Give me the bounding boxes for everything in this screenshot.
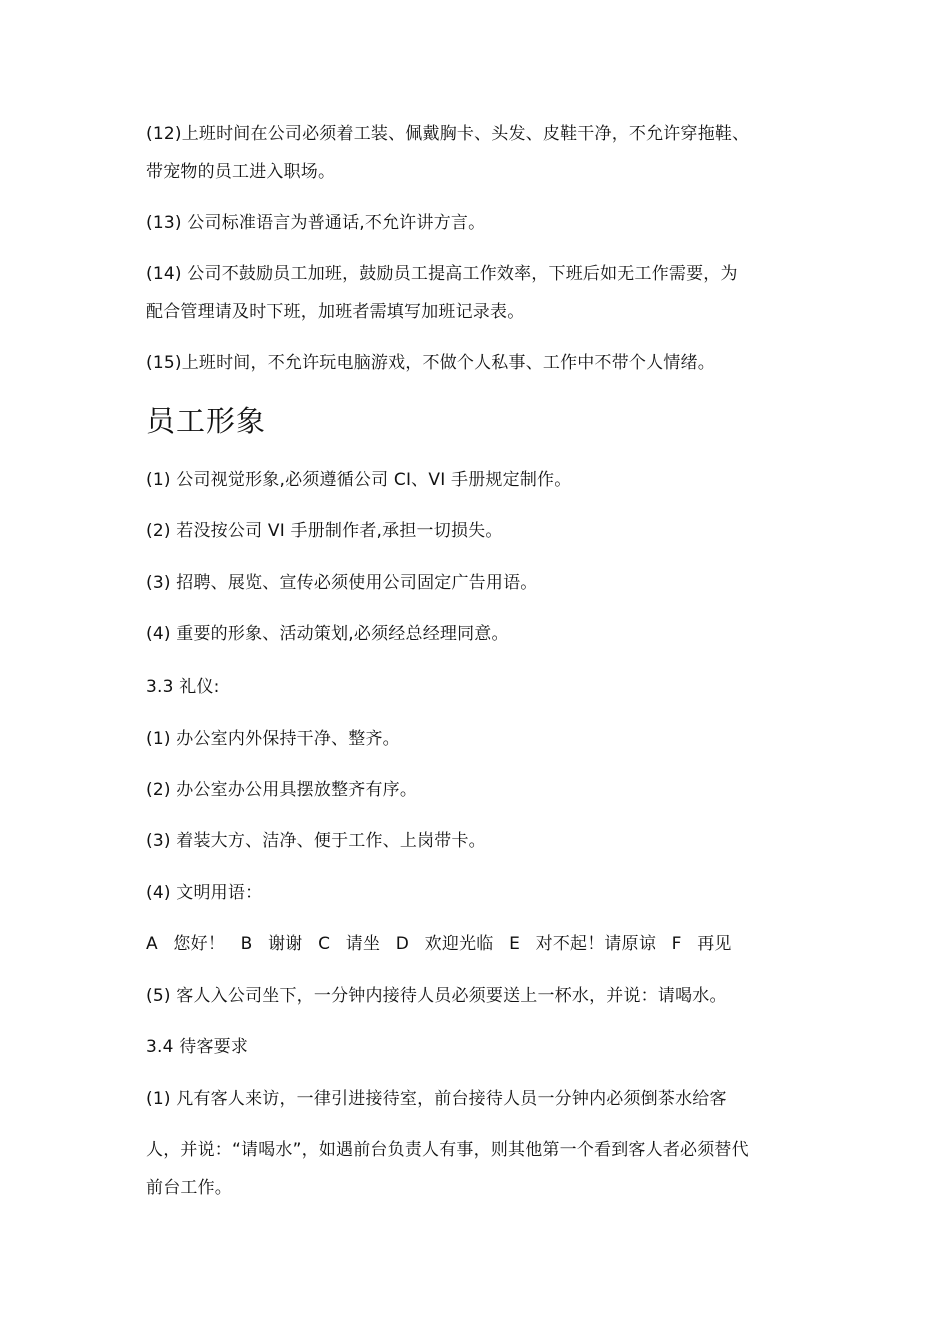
- paragraph-15: (15)上班时间，不允许玩电脑游戏，不做个人私事、工作中不带个人情绪。: [146, 353, 715, 373]
- etiquette-item-5: (5) 客人入公司坐下，一分钟内接待人员必须要送上一杯水，并说：请喝水。: [146, 986, 727, 1006]
- paragraph-13: (13) 公司标准语言为普通话,不允许讲方言。: [146, 213, 486, 233]
- etiquette-item-3: (3) 着装大方、洁净、便于工作、上岗带卡。: [146, 831, 486, 851]
- reception-item-1-line-1: (1) 凡有客人来访，一律引进接待室，前台接待人员一分钟内必须倒茶水给客: [146, 1089, 727, 1109]
- reception-item-1-line-2: 人，并说：“请喝水”，如遇前台负责人有事，则其他第一个看到客人者必须替代: [146, 1140, 749, 1160]
- image-item-4: (4) 重要的形象、活动策划,必须经总经理同意。: [146, 624, 509, 644]
- polite-phrases: A 您好！ B 谢谢 C 请坐 D 欢迎光临 E 对不起！请原谅 F 再见: [146, 934, 732, 954]
- reception-item-1-line-3: 前台工作。: [146, 1178, 232, 1198]
- etiquette-item-1: (1) 办公室内外保持干净、整齐。: [146, 729, 400, 749]
- etiquette-item-2: (2) 办公室办公用具摆放整齐有序。: [146, 780, 418, 800]
- reception-title: 3.4 待客要求: [146, 1037, 249, 1057]
- image-item-2: (2) 若没按公司 VI 手册制作者,承担一切损失。: [146, 521, 503, 541]
- etiquette-title: 3.3 礼仪:: [146, 677, 220, 697]
- paragraph-12-line-1: (12)上班时间在公司必须着工装、佩戴胸卡、头发、皮鞋干净，不允许穿拖鞋、: [146, 124, 750, 144]
- image-item-1: (1) 公司视觉形象,必须遵循公司 CI、VI 手册规定制作。: [146, 470, 572, 490]
- paragraph-14-line-1: (14) 公司不鼓励员工加班，鼓励员工提高工作效率，下班后如无工作需要，为: [146, 264, 738, 284]
- paragraph-14-line-2: 配合管理请及时下班，加班者需填写加班记录表。: [146, 302, 525, 322]
- section-heading: 员工形象: [146, 404, 267, 438]
- paragraph-12-line-2: 带宠物的员工进入职场。: [146, 162, 336, 182]
- image-item-3: (3) 招聘、展览、宣传必须使用公司固定广告用语。: [146, 573, 538, 593]
- etiquette-item-4: (4) 文明用语：: [146, 883, 263, 903]
